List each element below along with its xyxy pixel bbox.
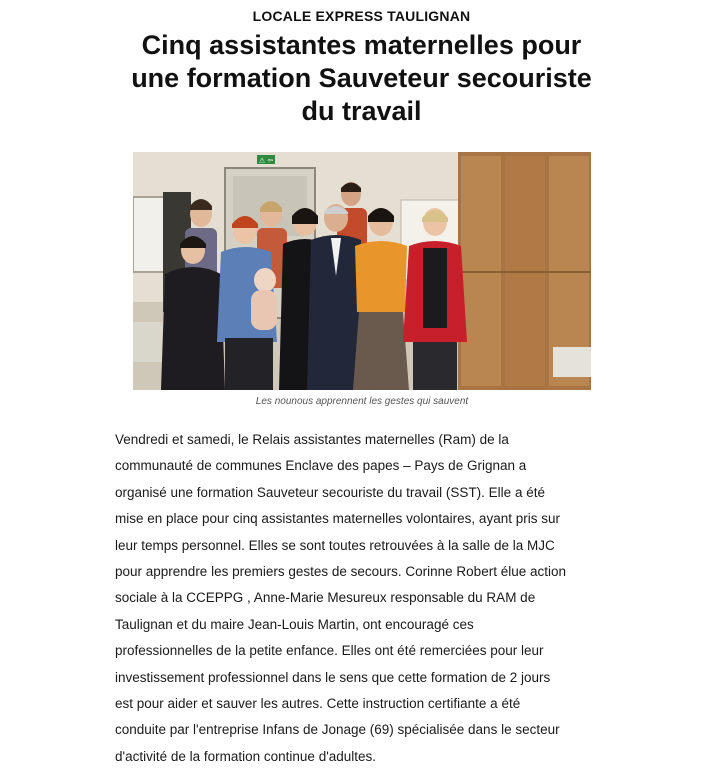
body-line: investissement professionnel dans le sens que cette formation de 2 jours bbox=[115, 669, 551, 685]
body-line: d'activité de la formation continue d'adultes. bbox=[115, 748, 377, 764]
group-photo-illustration bbox=[133, 152, 591, 390]
article-body bbox=[115, 427, 615, 770]
headline-line: une formation Sauveteur secouriste bbox=[131, 63, 592, 93]
body-line: conduite par l'entreprise Infans de Jonage (69) spécialisée dans le secteur bbox=[115, 722, 560, 738]
headline-line: du travail bbox=[301, 96, 422, 126]
headline-line: Cinq assistantes maternelles pour bbox=[141, 30, 582, 60]
body-line: leur temps personnel. Elles se sont toutes retrouvées à la salle de la MJC bbox=[115, 537, 555, 553]
exit-sign-text: ⚠ ⇦ bbox=[258, 156, 274, 165]
body-line: communauté de communes Enclave des papes – Pays de Grignan a bbox=[115, 458, 527, 474]
body-line: Vendredi et samedi, le Relais assistantes maternelles (Ram) de la bbox=[115, 432, 509, 447]
body-line: mise en place pour cinq assistantes maternelles volontaires, ayant pris sur bbox=[115, 511, 560, 527]
section-kicker: LOCALE EXPRESS TAULIGNAN bbox=[252, 8, 471, 24]
body-line: Taulignan et du maire Jean-Louis Martin, ont encouragé ces bbox=[115, 616, 474, 632]
body-line: organisé une formation Sauveteur secouriste du travail (SST). Elle a été bbox=[115, 484, 545, 500]
photo-caption: Les nounous apprennent les gestes qui sauvent bbox=[255, 396, 469, 407]
body-line: pour apprendre les premiers gestes de secours. Corinne Robert élue action bbox=[115, 564, 566, 580]
body-line: est pour aider et sauver les autres. Cette instruction certifiante a été bbox=[115, 696, 521, 712]
body-line: sociale à la CCEPPG , Anne-Marie Mesureux responsable du RAM de bbox=[115, 590, 536, 606]
article-headline bbox=[100, 29, 623, 128]
group-photo bbox=[133, 152, 591, 390]
body-line: professionnelles de la petite enfance. Elles ont été remerciées pour leur bbox=[115, 643, 544, 659]
